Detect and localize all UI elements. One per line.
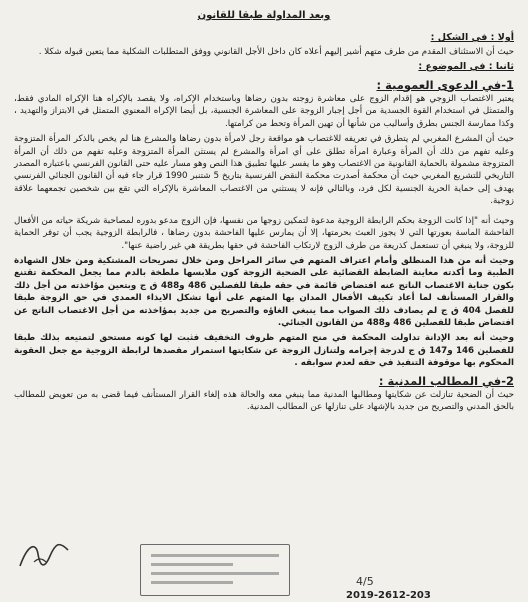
- page-number: 4/5: [356, 574, 374, 588]
- signature-mark: [14, 536, 74, 576]
- body-paragraph-2: حيث أن المشرع المغربي لم يتطرق في تعريفه للاغتصاب هو مواقعة رجل لامرأة بدون رضاها والمشرع هنا لم يخص بالذكر المرأة المتزوجة وعليه تفهم من ذلك أن المرأة وعبارة امرأة تطلق على أي امرأة والمشرع لم يستثن المرأة المتزوجة وعليه تفهم من ذلك أن المرأة المتزوجة مشمولة بالحماية القانونية من الاغتصاب وهو ما يفسر عليها تطبيق هذا النص وهو مسار عليه حتى القانون الفرنسي باعتباره المصدر التاريخي للتشريع المغربي حيث أن محكمة أصدرت محكمة النقض الفرنسية بتاريخ 5 شتنبر 1990 قرار جاء فيه أن القانون الجنائي الفرنسي يهدف إلى حماية الحرية الجنسية لكل فرد، وبالتالي فإنه لا يستثني من الاغتصاب المعاشرة بالإكراه التي تقع بين شخصين تجمعهما علاقة زوجية.: [14, 134, 514, 207]
- stamp-line: [151, 572, 279, 575]
- stamp-line: [151, 581, 233, 584]
- civil-claims-heading: 2-في المطالب المدنية :: [378, 373, 514, 388]
- public-action-heading: 1-في الدعوى العمومية :: [376, 77, 514, 92]
- body-paragraph-3: وحيث أنه "إذا كانت الزوجة بحكم الرابطة الزوجية مدعوة لتمكين زوجها من نفسها، فإن الزوج مدعو بدوره لمصاحبة شريكة حياته من الأفعال الفاحشة الماسة بعورتها التي لا يجوز العبث بحرمتها، إلا أن يمارس عليها الفاحشة بدون رضاها ، فالرابطة الزوجية يجب أن توفر الحماية للزوجة، ولا ينبغي أن تستعمل كذريعة من طرف الزوج لارتكاب الفاحشة في حقها بطريقة هي غير راضية عنها".: [14, 215, 514, 251]
- stamp-line: [151, 563, 233, 566]
- court-stamp: [140, 544, 290, 596]
- page-heading: وبعد المداولة طبقا للقانون: [197, 10, 331, 21]
- document-reference: 2019-2612-203: [346, 589, 431, 601]
- page-footer: [0, 512, 528, 602]
- body-paragraph-1: يعتبر الاغتصاب الزوجي هو إقدام الزوج على معاشرة زوجته بدون رضاها وباستخدام الإكراه، ولا يقصد بالإكراه هنا الإكراه المادي فقط، والمتمثل في استخدام القوة الجسدية من أجل إجبار الزوجة على المعاشرة الجنسية، بل أيضا الإكراه المعنوي المتمثل في الابتزاز والتهديد ، وكذا ممارسة الجنس بطرق وأساليب من شأنها أن تهين المرأة وتحط من كرامتها.: [14, 94, 514, 129]
- form-section-text: حيث أن الاستئناف المقدم من طرف متهم أشير إليهم أعلاه كان داخل الأجل القانوني ووفق المتطلبات الشكلية مما يتعين قبوله شكلا .: [38, 46, 514, 57]
- merits-section-label: ثانيا : في الموضوع :: [418, 61, 514, 73]
- stamp-line: [151, 554, 279, 557]
- civil-claims-paragraph: حيث أن الضحية تنازلت عن شكايتها ومطالبها المدنية مما ينبغي معه والحالة هذه إلغاء القرار المستأنف فيما قضى به من تعويض للمطالب بالحق المدني والتصريح من جديد بالإشهاد على تنازلها عن المطالب المدنية.: [14, 389, 514, 413]
- body-paragraph-5: وحيث أنه بعد الإدانة تداولت المحكمة في منح المتهم ظروف التخفيف فثبت لها كونه مستحق لتمتيعه بذلك طبقا للفصلين 146 و147 ق ج لدرجة إجرامه ولتنازل الزوجة عن شكايتها استمرار مقصدها لرابطة الزوجية مع جعل العقوبة المحكوم بها موقوفة التنفيذ في حقه لعدم سوابقه .: [14, 333, 514, 369]
- body-paragraph-4: وحيث أنه من هذا المنطلق وأمام اعتراف المتهم في سائر المراحل ومن خلال تصريحات المشتكية ومن خلال الشهادة الطبية وما أكدته معاينة الضابطة القضائية على الضحية الزوجة كون ملابسها ملطخة بالدم مما يجعل المحكمة تقتنع بكون جناية الاغتصاب الناتج عنه افتضاض قائمة في حقه طبقا للفصلين 486 و488 ق ج وبتعين مؤاخذته من أجل ذلك والقرار المستأنف لما أعاد تكييف الأفعال المدان بها المتهم على أنها تشكل الايذاء العمدي في حق الزوجة طبقا للفصل 404 ق ج لم يصادف ذلك الصواب مما ينبغي الغاؤه والتصريح من جديد بمؤاخذته من أجل الاغتصاب الناتج عن افتضاض طبقا للفصلين 486 و488 من القانون الجنائي.: [14, 255, 514, 328]
- form-section-label: أولا : في الشكل :: [430, 32, 514, 44]
